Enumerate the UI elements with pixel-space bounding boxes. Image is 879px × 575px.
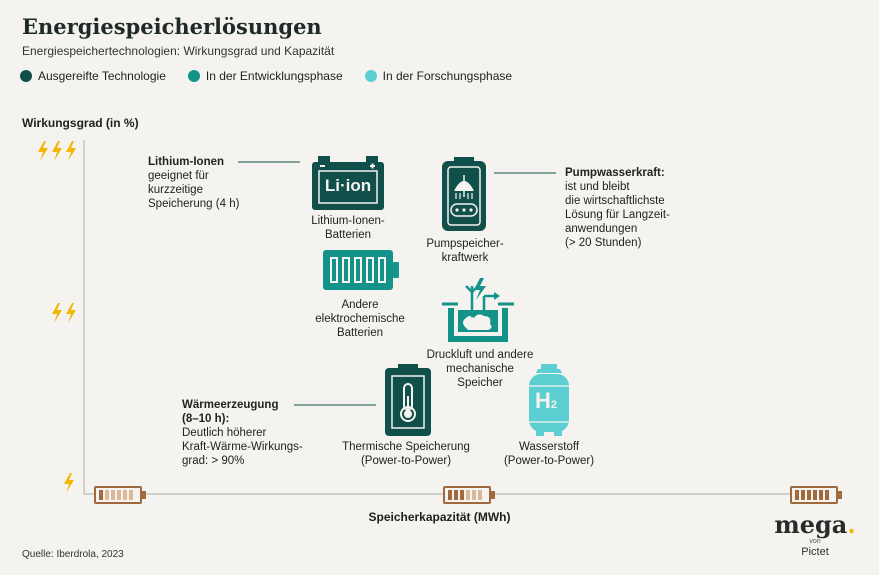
legend-label-research: In der Forschungsphase: [382, 69, 513, 83]
logo-von: von: [809, 538, 821, 545]
note-heat-head-1: Wärmeerzeugung: [182, 399, 279, 411]
compressed-label-line-2: mechanische: [446, 363, 514, 375]
note-pump-head: Pumpwasserkraft:: [565, 167, 665, 179]
pumped-storage-icon: [440, 157, 488, 233]
li-ion-label-line-1: Lithium-Ionen-: [311, 215, 385, 227]
note-li-ion: [148, 155, 239, 211]
note-li-ion-line-3: Speicherung (4 h): [148, 198, 240, 210]
note-pump-line-5: (> 20 Stunden): [565, 237, 642, 249]
x-axis-label: Speicherkapazität (MWh): [368, 510, 511, 524]
hydrogen-label: [489, 440, 609, 468]
pump-label-line-2: kraftwerk: [441, 252, 489, 264]
note-heat: [182, 398, 303, 468]
electrochem-label: [300, 298, 420, 340]
note-li-ion-head: Lithium-Ionen: [148, 156, 225, 168]
compressed-air-icon: [440, 276, 516, 342]
capacity-medium-battery-icon: [443, 486, 497, 504]
li-ion-battery-icon: [310, 156, 386, 212]
logo-word-text: mega: [774, 510, 848, 539]
li-ion-label: [288, 214, 408, 242]
bolt-medium-icon: [50, 302, 80, 324]
legend-label-developing: In der Entwicklungsphase: [205, 69, 343, 83]
note-pump-line-1: ist und bleibt: [565, 181, 630, 193]
compressed-label-line-3: Speicher: [457, 377, 503, 389]
note-pump-line-3: Lösung für Langzeit-: [565, 209, 670, 221]
electrochemical-battery-icon: [322, 249, 400, 291]
hydrogen-subscript: 2: [550, 399, 558, 411]
note-heat-head-2: (8–10 h):: [182, 413, 230, 425]
pump-label: [405, 237, 525, 265]
thermal-label-line-1: Thermische Speicherung: [342, 441, 470, 453]
bolt-low-icon: [62, 472, 78, 494]
page-subtitle: Energiespeichertechnologien: Wirkungsgrad und Kapazität: [22, 44, 335, 58]
capacity-large-battery-icon: [790, 486, 844, 504]
hydrogen-icon-text: [535, 388, 557, 414]
mega-pictet-logo: [765, 512, 865, 558]
li-ion-label-line-2: Batterien: [324, 229, 372, 241]
bolt-high-icon: [36, 140, 80, 162]
li-ion-icon-text: Li·ion: [324, 176, 372, 195]
note-heat-line-1: Deutlich höherer: [182, 427, 267, 439]
logo-dot: .: [847, 510, 856, 539]
hydrogen-label-line-2: (Power-to-Power): [503, 455, 595, 467]
electrochem-label-line-3: Batterien: [336, 327, 384, 339]
source-note: Quelle: Iberdrola, 2023: [22, 549, 124, 560]
compressed-label-line-1: Druckluft und andere: [426, 349, 534, 361]
note-pump-line-4: anwendungen: [565, 223, 638, 235]
electrochem-label-line-1: Andere: [341, 299, 379, 311]
note-pump-line-2: die wirtschaftlichste: [565, 195, 665, 207]
thermal-label-line-2: (Power-to-Power): [360, 455, 452, 467]
logo-word: [765, 512, 865, 538]
hydrogen-symbol: H: [535, 388, 551, 413]
note-li-ion-line-2: kurzzeitige: [148, 184, 203, 196]
note-heat-line-2: Kraft-Wärme-Wirkungs-: [182, 441, 303, 453]
note-pump: [565, 166, 670, 250]
thermal-storage-icon: [384, 364, 432, 438]
hydrogen-label-line-1: Wasserstoff: [518, 441, 580, 453]
legend-label-mature: Ausgereifte Technologie: [38, 69, 166, 83]
note-li-ion-line-1: geeignet für: [148, 170, 209, 182]
note-heat-line-3: grad: > 90%: [182, 455, 245, 467]
page-title: Energiespeicherlösungen: [22, 14, 322, 39]
electrochem-label-line-2: elektrochemische: [315, 313, 405, 325]
y-axis-label: Wirkungsgrad (in %): [22, 116, 139, 130]
thermal-label: [336, 440, 476, 468]
pump-label-line-1: Pumpspeicher-: [426, 238, 504, 250]
logo-pictet: Pictet: [801, 546, 829, 558]
hydrogen-tank-icon: [526, 364, 572, 438]
capacity-small-battery-icon: [94, 486, 148, 504]
